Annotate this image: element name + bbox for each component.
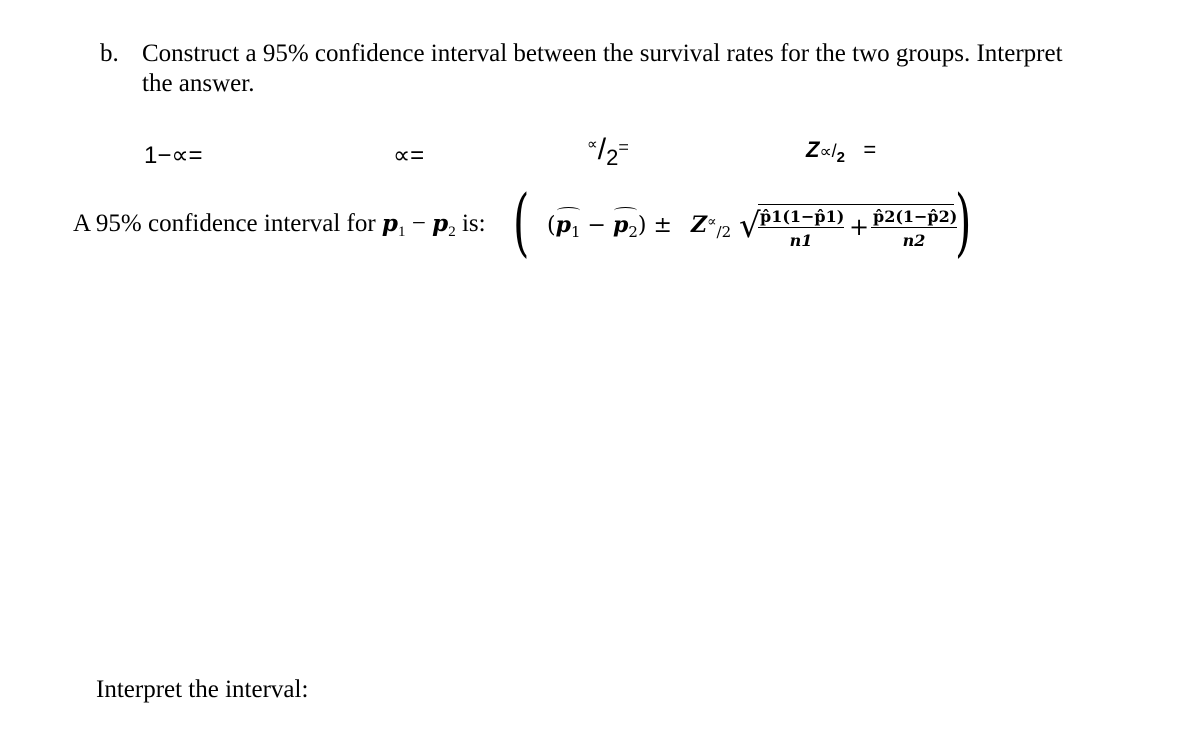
z-alpha-half-label xyxy=(806,137,877,166)
term-close-paren: ) xyxy=(637,213,647,238)
z-slash: / xyxy=(831,141,837,161)
critical-value-z xyxy=(691,212,732,241)
big-paren-right: ) xyxy=(955,179,972,265)
term-open-paren: ( xyxy=(547,213,556,238)
square-root-bar xyxy=(758,204,954,205)
term-p2: p xyxy=(612,212,629,238)
interpret-label: Interpret the interval: xyxy=(96,676,309,703)
big-paren-left: ( xyxy=(513,179,530,265)
plus-sign: + xyxy=(849,213,870,241)
fraction-1-numerator: p̂1(1−p̂1) xyxy=(760,207,845,226)
term-p1-sub: 1 xyxy=(570,223,581,241)
question-text-line2: the answer. xyxy=(142,70,255,97)
one-minus-alpha-label: 1−∝= xyxy=(144,142,203,169)
alpha-half-label xyxy=(587,133,629,170)
term-p2-sub: 2 xyxy=(628,223,638,241)
ci-z-letter: Z xyxy=(691,212,708,238)
ci-p1-sub: 1 xyxy=(398,224,406,240)
fraction-group-1 xyxy=(758,207,844,250)
ci-z-alpha: ∝ xyxy=(707,214,717,230)
point-estimate-term xyxy=(547,212,672,241)
term-p1: p xyxy=(555,212,571,238)
fraction-1-denominator: n1 xyxy=(789,231,813,250)
alpha-half-slash: / xyxy=(597,133,607,166)
alpha-label: ∝= xyxy=(393,142,425,169)
plus-minus: ± xyxy=(646,213,672,238)
ci-z-sub: /2 xyxy=(716,223,732,241)
square-root-sign: √ xyxy=(739,206,761,246)
alpha-half-equals: = xyxy=(618,137,629,157)
p2-hat xyxy=(612,212,638,241)
term-minus: − xyxy=(580,213,613,238)
ci-p2-sub: 2 xyxy=(448,224,456,240)
question-text-line1: Construct a 95% confidence interval between the survival rates for the two groups. Interpret xyxy=(142,40,1063,67)
z-letter: Z xyxy=(806,137,820,162)
alpha-half-numerator: ∝ xyxy=(587,136,598,153)
ci-p2: p xyxy=(432,210,449,237)
fraction-group-2 xyxy=(871,207,957,250)
z-two-sub: 2 xyxy=(836,149,845,166)
ci-label-prefix: A 95% confidence interval for xyxy=(73,210,382,237)
ci-label-minus: − xyxy=(405,210,433,237)
fraction-2-numerator: p̂2(1−p̂2) xyxy=(873,207,958,226)
z-equals: = xyxy=(863,137,877,162)
fraction-2-denominator: n2 xyxy=(902,231,926,250)
p1-hat xyxy=(555,212,581,241)
z-alpha-sup: ∝ xyxy=(819,142,832,161)
alpha-half-denominator: 2 xyxy=(606,145,619,170)
ci-label-suffix: is: xyxy=(455,210,486,237)
ci-p1: p xyxy=(381,210,399,237)
question-marker: b. xyxy=(100,40,119,67)
ci-label xyxy=(73,210,486,238)
